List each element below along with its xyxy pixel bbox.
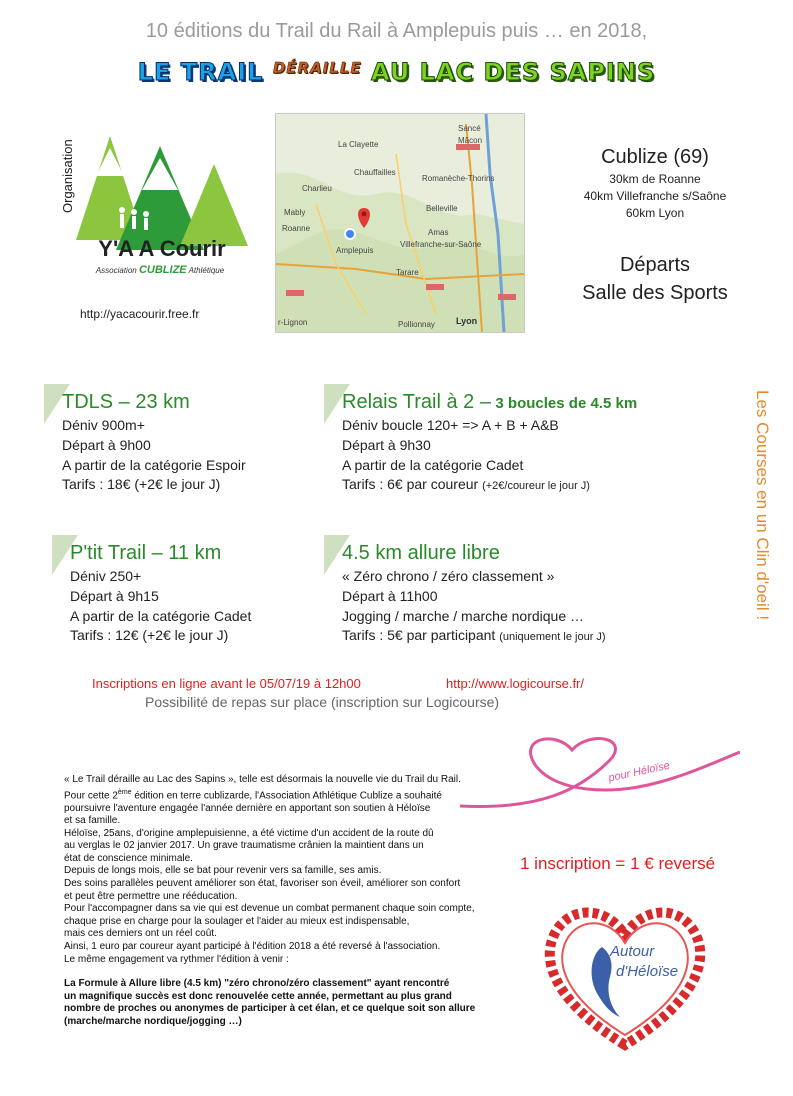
autour-line-2: d'Héloïse [616, 963, 679, 980]
autour-line-1: Autour [610, 943, 655, 960]
race-3-line: Déniv 250+ [70, 568, 142, 584]
race-4-line: « Zéro chrono / zéro classement » [342, 568, 555, 584]
race-1-line: Déniv 900m+ [62, 417, 145, 433]
race-1-line: A partir de la catégorie Espoir [62, 457, 246, 473]
map-town: Amas [428, 228, 449, 237]
club-logo [72, 128, 248, 298]
map-town: La Clayette [338, 140, 379, 149]
map-town: Roanne [282, 224, 311, 233]
online-registration-deadline: Inscriptions en ligne avant le 05/07/19 à 12h00 [92, 676, 361, 691]
meal-info: Possibilité de repas sur place (inscription sur Logicourse) [145, 694, 500, 710]
autour-heloise-logo [540, 895, 710, 1055]
map-town: Pollionnay [398, 320, 435, 329]
race-2-heading: Relais Trail à 2 – 3 boucles de 4.5 km [342, 391, 638, 413]
organisation-label: Organisation [60, 139, 75, 213]
race-2-line: Tarifs : 6€ par coureur (+2€/coureur le jour J) [342, 476, 590, 492]
heart-label: pour Héloïse [607, 759, 671, 785]
story-text: « Le Trail déraille au Lac des Sapins », telle est désormais la nouvelle vie du Trail du Rail. Pour cette 2ème édition en terre cublizarde, l'Association Athlétique Cublize a souhaité poursuivre l'aventure engagée l'année dernière en apportant son soutien à Héloïse et sa famille. Héloïse, 25ans, d'origine amplepuisienne, a été victime d'un accident de la route dû au verglas le 02 janvier 2017. Un grave traumatisme crânien la maintient dans un état de conscience minimale. Depuis de longs mois, elle se bat pour revenir vers sa famille, ses amis. Des soins parallèles peuvent améliorer son état, favoriser son éveil, améliorer son confort et peut être permettre une rééducation. Pour l'accompagner dans sa vie qui est devenue un combat permanent chaque soin compte, chaque prise en charge pour la soulager et l'aider au mieux est indispensable, mais ces derniers ont un réel coût. Ainsi, 1 euro par coureur ayant participé à l'édition 2018 a été reversé à l'association. Le même engagement va rythmer l'édition à venir : La Formule à Allure libre (4.5 km) "zéro chrono/zéro classement" ayant rencontré un magnifique succès est donc renouvelée cette année, permettant au plus grand nombre de proches ou anonymes de participer à cet élan, et ce quelque soit son allure (marche/marche nordique/jogging …) [64, 774, 476, 1028]
race-3-line: A partir de la catégorie Cadet [70, 608, 252, 624]
race-1-title: TDLS – 23 km [62, 391, 190, 413]
race-4-title: 4.5 km allure libre [342, 542, 500, 564]
map-town: Charlieu [302, 184, 332, 193]
map-town: Mâcon [458, 136, 483, 145]
distance-villefranche: 40km Villefranche s/Saône [583, 189, 727, 203]
logo-name: Y'A A Courir [98, 236, 226, 261]
race-3-line: Tarifs : 12€ (+2€ le jour J) [70, 627, 229, 643]
edition-header: 10 éditions du Trail du Rail à Amplepuis puis … en 2018, [145, 20, 648, 42]
donation-statement: 1 inscription = 1 € reversé [520, 854, 716, 873]
race-4-line: Jogging / marche / marche nordique … [342, 608, 585, 624]
map-town: Sancé [458, 124, 481, 133]
race-3-line: Départ à 9h15 [70, 588, 159, 604]
departs-place: Salle des Sports [582, 282, 728, 304]
club-url[interactable]: http://yacacourir.free.fr [80, 307, 200, 321]
map-town: Mably [284, 208, 306, 217]
distance-lyon: 60km Lyon [625, 206, 685, 220]
map-town: Amplepuis [336, 246, 374, 255]
race-1-line: Départ à 9h00 [62, 437, 151, 453]
event-title [0, 58, 793, 86]
location-map [275, 113, 525, 333]
race-4-line: Départ à 11h00 [342, 588, 438, 604]
race-2-line: Déniv boucle 120+ => A + B + A&B [342, 417, 559, 433]
title-part-2: DÉRAILLE [272, 59, 362, 77]
registration-url[interactable]: http://www.logicourse.fr/ [446, 676, 584, 691]
race-1-line: Tarifs : 18€ (+2€ le jour J) [62, 476, 221, 492]
race-3-title: P'tit Trail – 11 km [70, 542, 222, 564]
map-town: Romanèche-Thorins [422, 174, 495, 183]
map-town: r-Lignon [278, 318, 308, 327]
map-town: Tarare [396, 268, 419, 277]
title-part-3: AU LAC DES SAPINS [371, 58, 656, 86]
side-slogan: Les Courses en un Clin d'oeil ! [753, 390, 772, 621]
departs-label: Départs [619, 254, 691, 276]
race-2-line: A partir de la catégorie Cadet [342, 457, 524, 473]
map-town: Belleville [426, 204, 458, 213]
race-2-line: Départ à 9h30 [342, 437, 431, 453]
title-part-1: LE TRAIL [137, 58, 264, 86]
map-town: Lyon [456, 316, 478, 326]
race-4-line: Tarifs : 5€ par participant (uniquement le jour J) [342, 627, 606, 643]
map-town: Villefranche-sur-Saône [400, 240, 482, 249]
map-town: Chauffailles [354, 168, 396, 177]
venue-city: Cublize (69) [601, 146, 709, 168]
logo-subtitle: Association CUBLIZE Athlétique [95, 264, 225, 276]
distance-roanne: 30km de Roanne [609, 172, 701, 186]
